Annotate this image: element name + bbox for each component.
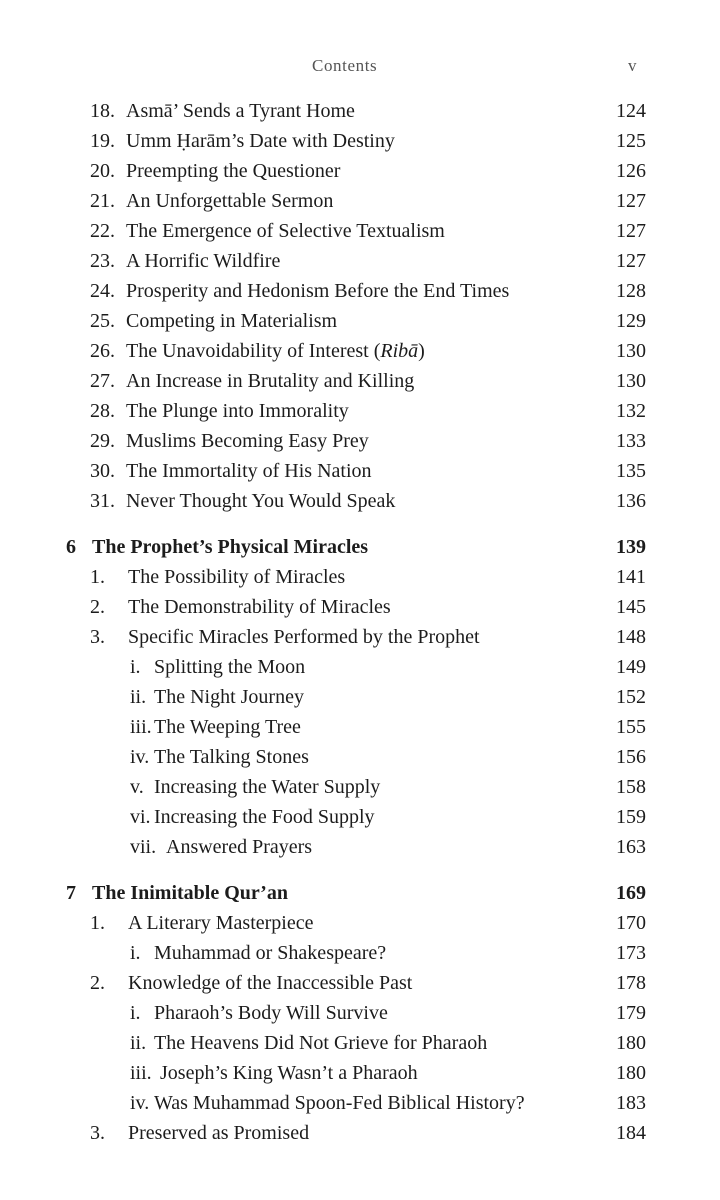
subsection-number: iii. (130, 1062, 152, 1084)
section-page: 145 (616, 596, 646, 618)
entry-title-tail: ) (418, 340, 425, 362)
subsection-page: 155 (616, 716, 646, 738)
chapter-number: 7 (66, 882, 76, 904)
chapter-number: 6 (66, 536, 76, 558)
subsection-number: iii. (130, 716, 152, 738)
entry-number: 22. (90, 220, 115, 242)
entry-title-italic: Ribā (380, 340, 419, 362)
toc-section (90, 562, 646, 592)
subsection-number: ii. (130, 1032, 147, 1054)
section-page: 141 (616, 566, 646, 588)
section-number: 2. (90, 596, 105, 618)
entry-title: Muslims Becoming Easy Prey (126, 430, 369, 452)
entry-page: 132 (616, 400, 646, 422)
subsection-page: 179 (616, 1002, 646, 1024)
entry-number: 19. (90, 130, 115, 152)
subsection-title: Was Muhammad Spoon-Fed Biblical History? (154, 1092, 525, 1114)
section-title: The Possibility of Miracles (128, 566, 346, 588)
running-head (0, 56, 720, 80)
toc-subsection (130, 938, 646, 968)
subsection-number: i. (130, 656, 141, 678)
entry-page: 126 (616, 160, 646, 182)
entry-title: Competing in Materialism (126, 310, 338, 332)
subsection-title: Pharaoh’s Body Will Survive (154, 1002, 388, 1024)
toc-entry (90, 216, 646, 246)
entry-title: Prosperity and Hedonism Before the End Times (126, 280, 510, 302)
toc-entry (90, 186, 646, 216)
toc-subsection (130, 742, 646, 772)
section-title: The Demonstrability of Miracles (128, 596, 391, 618)
chapter-page: 169 (616, 882, 646, 904)
subsection-page: 173 (616, 942, 646, 964)
entry-title: Asmā’ Sends a Tyrant Home (126, 100, 355, 122)
entry-number: 20. (90, 160, 115, 182)
toc-subsection (130, 1058, 646, 1088)
section-page: 178 (616, 972, 646, 994)
entry-page: 124 (616, 100, 646, 122)
page-folio: v (628, 56, 638, 75)
toc-subsection (130, 712, 646, 742)
subsection-page: 159 (616, 806, 646, 828)
toc-subsection (130, 832, 646, 862)
entry-page: 133 (616, 430, 646, 452)
entry-title: An Unforgettable Sermon (126, 190, 334, 212)
entry-title: A Horrific Wildfire (126, 250, 281, 272)
section-page: 170 (616, 912, 646, 934)
subsection-title: Splitting the Moon (154, 656, 306, 678)
subsection-page: 156 (616, 746, 646, 768)
chapter-page: 139 (616, 536, 646, 558)
subsection-title: Increasing the Food Supply (154, 806, 375, 828)
entry-page: 136 (616, 490, 646, 512)
chapter-heading (66, 878, 646, 908)
toc-entry (90, 336, 646, 366)
section-title: Specific Miracles Performed by the Prophet (128, 626, 480, 648)
subsection-number: ii. (130, 686, 147, 708)
entry-number: 31. (90, 490, 115, 512)
subsection-page: 149 (616, 656, 646, 678)
toc-subsection (130, 802, 646, 832)
chapter-title: The Prophet’s Physical Miracles (92, 536, 369, 558)
toc-entry (90, 306, 646, 336)
subsection-title: Muhammad or Shakespeare? (154, 942, 387, 964)
entry-page: 135 (616, 460, 646, 482)
toc-entry (90, 366, 646, 396)
entry-number: 27. (90, 370, 115, 392)
subsection-number: iv. (130, 746, 150, 768)
entry-page: 127 (616, 190, 646, 212)
toc-entry (90, 126, 646, 156)
subsection-page: 158 (616, 776, 646, 798)
toc-entry (90, 456, 646, 486)
entry-title: Never Thought You Would Speak (126, 490, 396, 512)
entry-page: 128 (616, 280, 646, 302)
entry-page: 127 (616, 250, 646, 272)
subsection-number: vi. (130, 806, 151, 828)
toc-section (90, 968, 646, 998)
section-number: 1. (90, 566, 105, 588)
subsection-number: v. (130, 776, 144, 798)
subsection-title: Increasing the Water Supply (154, 776, 381, 798)
entry-title: Preempting the Questioner (126, 160, 341, 182)
entry-number: 21. (90, 190, 115, 212)
toc-entry (90, 156, 646, 186)
section-title: A Literary Masterpiece (128, 912, 314, 934)
subsection-page: 183 (616, 1092, 646, 1114)
subsection-title: The Heavens Did Not Grieve for Pharaoh (154, 1032, 488, 1054)
toc-section (90, 908, 646, 938)
section-title: Preserved as Promised (128, 1122, 310, 1144)
entry-number: 29. (90, 430, 115, 452)
toc-section (90, 622, 646, 652)
entry-page: 125 (616, 130, 646, 152)
section-number: 3. (90, 1122, 105, 1144)
toc-entry (90, 276, 646, 306)
chapter-heading (66, 532, 646, 562)
subsection-number: i. (130, 1002, 141, 1024)
toc-section (90, 592, 646, 622)
subsection-page: 180 (616, 1032, 646, 1054)
entry-title: The Emergence of Selective Textualism (126, 220, 445, 242)
subsection-page: 163 (616, 836, 646, 858)
toc-section (90, 1118, 646, 1148)
toc-subsection (130, 652, 646, 682)
section-number: 1. (90, 912, 105, 934)
entry-title (126, 336, 425, 366)
section-page: 184 (616, 1122, 646, 1144)
entry-page: 127 (616, 220, 646, 242)
entry-number: 26. (90, 340, 115, 362)
toc-subsection (130, 998, 646, 1028)
subsection-title: The Night Journey (154, 686, 304, 708)
entry-number: 18. (90, 100, 115, 122)
entry-page: 130 (616, 370, 646, 392)
entry-title: The Plunge into Immorality (126, 400, 349, 422)
toc-entry (90, 486, 646, 516)
section-page: 148 (616, 626, 646, 648)
subsection-title: Joseph’s King Wasn’t a Pharaoh (160, 1062, 418, 1084)
entry-title: The Immortality of His Nation (126, 460, 372, 482)
entry-number: 28. (90, 400, 115, 422)
toc-entry (90, 246, 646, 276)
section-number: 2. (90, 972, 105, 994)
toc-subsection (130, 1088, 646, 1118)
subsection-title: The Talking Stones (154, 746, 309, 768)
toc-entry (90, 426, 646, 456)
chapter-title: The Inimitable Qur’an (92, 882, 288, 904)
entry-number: 30. (90, 460, 115, 482)
subsection-page: 180 (616, 1062, 646, 1084)
entry-page: 129 (616, 310, 646, 332)
subsection-number: vii. (130, 836, 157, 858)
section-number: 3. (90, 626, 105, 648)
toc-entry (90, 396, 646, 426)
toc-subsection (130, 772, 646, 802)
entry-page: 130 (616, 340, 646, 362)
toc-subsection (130, 1028, 646, 1058)
entry-number: 25. (90, 310, 115, 332)
toc-subsection (130, 682, 646, 712)
entry-title: Umm Ḥarām’s Date with Destiny (126, 130, 395, 152)
entry-title-main: The Unavoidability of Interest ( (126, 340, 381, 362)
subsection-number: iv. (130, 1092, 150, 1114)
running-head-title: Contents (312, 56, 378, 75)
entry-title: An Increase in Brutality and Killing (126, 370, 415, 392)
subsection-title: The Weeping Tree (154, 716, 301, 738)
entry-number: 23. (90, 250, 115, 272)
toc-entry (90, 96, 646, 126)
subsection-number: i. (130, 942, 141, 964)
entry-number: 24. (90, 280, 115, 302)
subsection-page: 152 (616, 686, 646, 708)
section-title: Knowledge of the Inaccessible Past (128, 972, 413, 994)
subsection-title: Answered Prayers (166, 836, 313, 858)
